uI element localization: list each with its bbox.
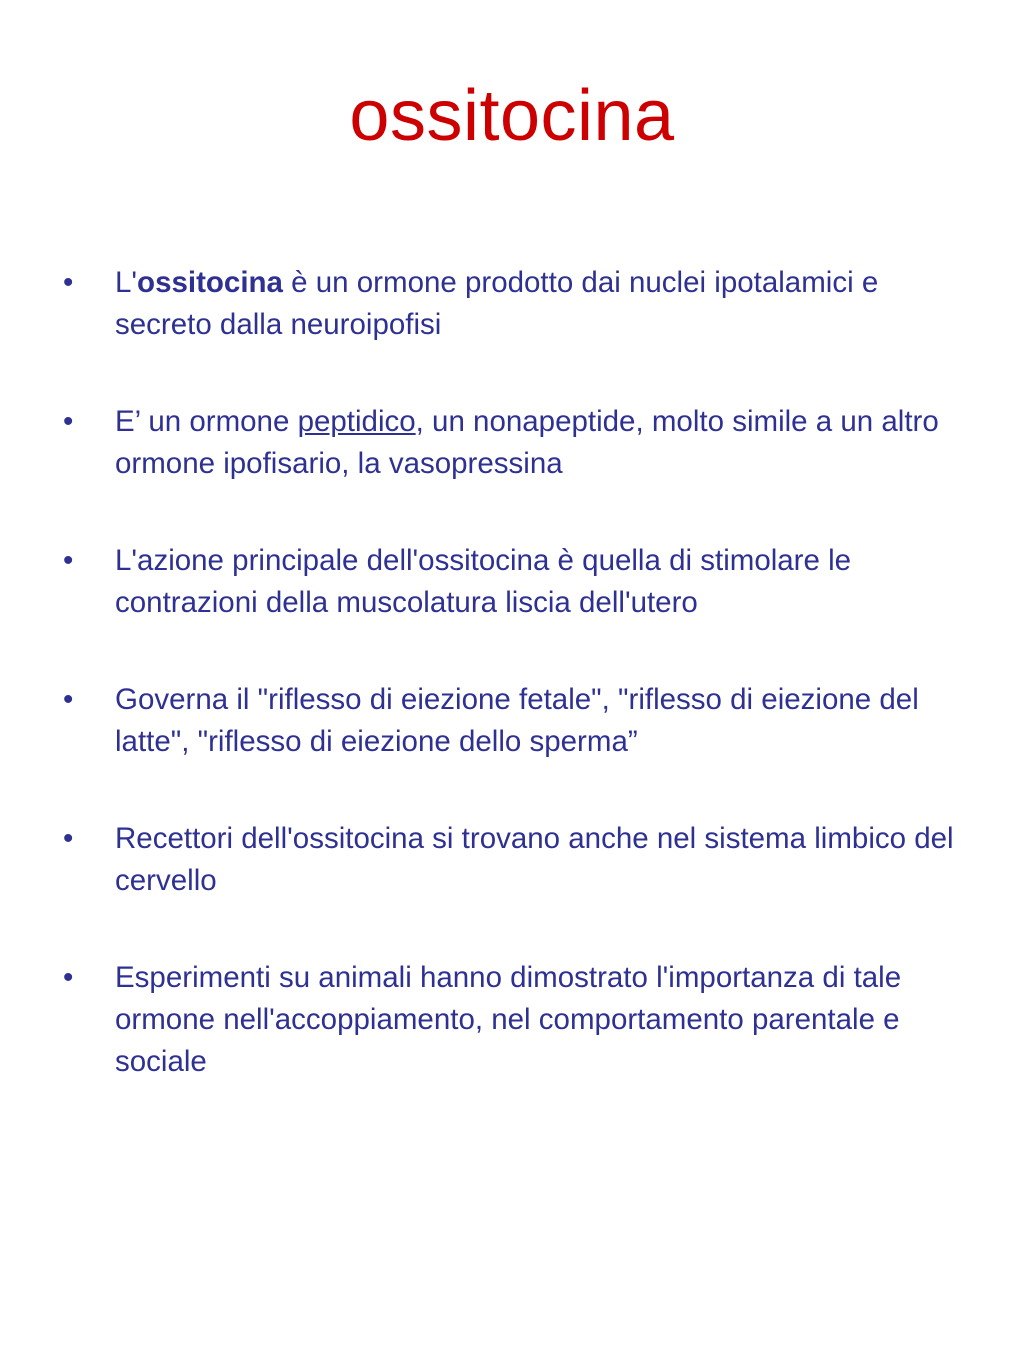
- bullet-prefix: E’ un ormone: [115, 405, 298, 438]
- bullet-rest: è un ormone prodotto dai nuclei ipotalamici e secreto dalla neuroipofisi: [115, 266, 879, 341]
- slide-title: ossitocina: [349, 76, 675, 156]
- bullet-prefix: L': [115, 266, 138, 299]
- bullet-text: Esperimenti su animali hanno dimostrato l'importanza di tale ormone nell'accoppiamento, nel comportamento parentale e sociale: [115, 961, 902, 1078]
- bullet-text: Recettori dell'ossitocina si trovano anche nel sistema limbico del cervello: [115, 822, 954, 897]
- bullet-text: Governa il "riflesso di eiezione fetale", "riflesso di eiezione del latte", "riflesso di eiezione dello sperma”: [115, 683, 919, 758]
- bullet-glyph: •: [63, 822, 74, 855]
- bullet-list: [60, 262, 980, 1138]
- bullet-item: [60, 401, 980, 485]
- bullet-item: [60, 540, 980, 624]
- bullet-item: [60, 818, 980, 902]
- bullet-glyph: •: [63, 405, 74, 438]
- bullet-item: [60, 262, 980, 346]
- bullet-text: L'azione principale dell'ossitocina è quella di stimolare le contrazioni della muscolatura liscia dell'utero: [115, 544, 852, 619]
- bullet-rest: , un nonapeptide, molto simile a un altro ormone ipofisario, la vasopressina: [115, 405, 939, 480]
- bullet-text: [115, 266, 878, 341]
- bold-term: ossitocina: [137, 266, 283, 299]
- bullet-glyph: •: [63, 544, 74, 577]
- bullet-item: [60, 679, 980, 763]
- bullet-glyph: •: [63, 683, 74, 716]
- bullet-glyph: •: [63, 266, 74, 299]
- bullet-item: [60, 957, 980, 1083]
- bullet-text: [115, 405, 939, 480]
- bullet-glyph: •: [63, 961, 74, 994]
- peptidico-link[interactable]: peptidico: [297, 405, 416, 438]
